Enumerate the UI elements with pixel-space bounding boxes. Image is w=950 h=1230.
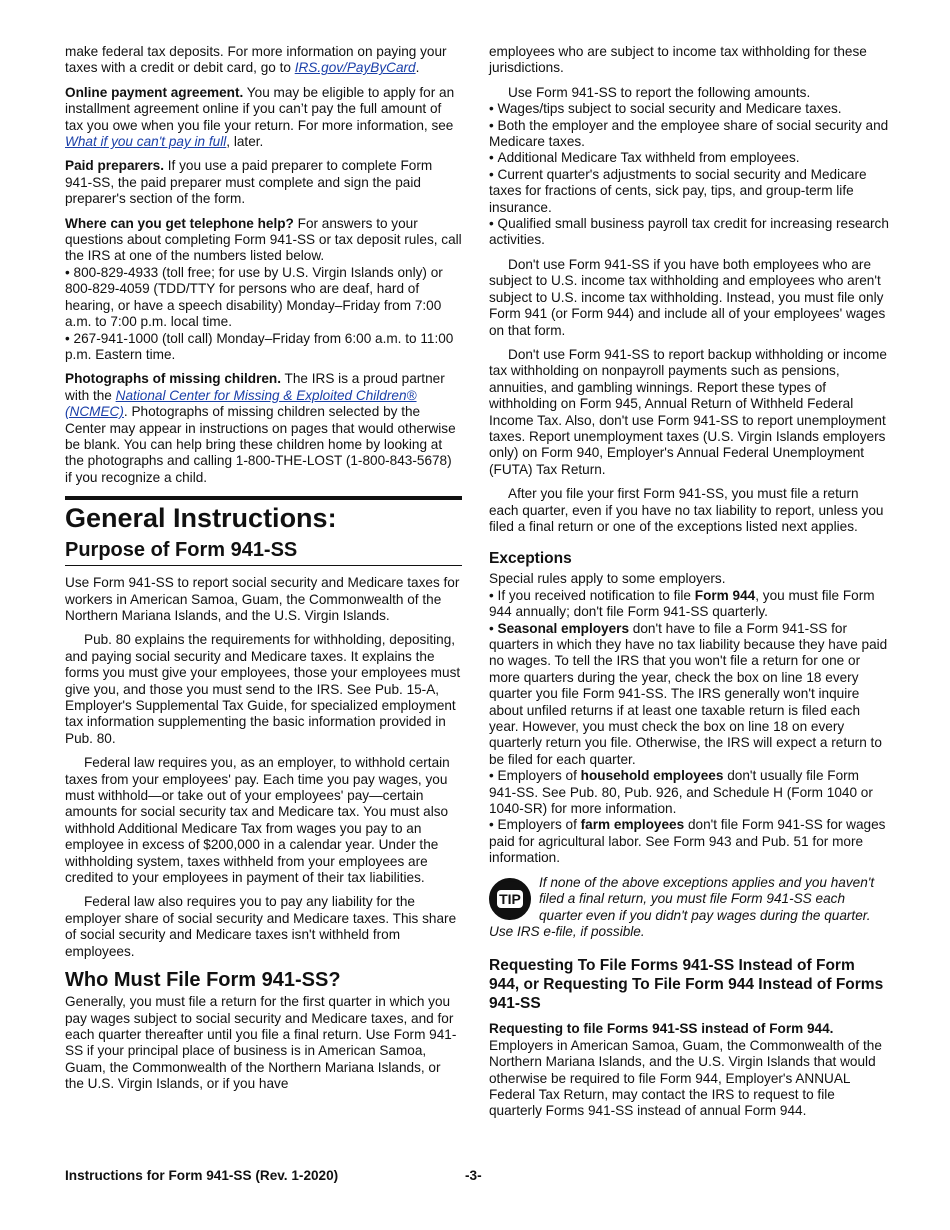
left-column: [65, 44, 462, 1101]
page-number: -3-: [465, 1168, 482, 1183]
text: don't usually file Form 941-SS. See Pub. 80, Pub. 926, and Schedule H (Form 1040 or 1040-SR) for more information.: [489, 768, 873, 817]
exception-household: [489, 768, 889, 817]
paragraph-missing-children: [65, 371, 462, 486]
after-file-paragraph: After you file your first Form 941-SS, you must file a return each quarter, even if you have no tax liability to report, unless you filed a final return or one of the exceptions listed next applies.: [489, 486, 884, 534]
list-item: • Both the employer and the employee share of social security and Medicare taxes.: [489, 118, 889, 151]
list-item: • Qualified small business payroll tax credit for increasing research activities.: [489, 216, 889, 249]
exceptions-intro: Special rules apply to some employers.: [489, 571, 726, 587]
paragraph-pay-by-card: [65, 44, 462, 77]
who-must-file-heading: Who Must File Form 941-SS?: [65, 969, 341, 992]
list-item: • Additional Medicare Tax withheld from employees.: [489, 150, 889, 166]
exception-seasonal: [489, 621, 889, 769]
bold-term: Form 944: [694, 587, 756, 603]
dont-use-paragraph-2: Don't use Form 941-SS to report backup withholding or income tax withholding on nonpayroll payments such as pensions, annuities, and gambling winnings. Report these types of withholding on Form 945, Annual Return of Withheld Federal Income Tax. Also, don't use Form 941-SS to report unemployment taxes. Report unemployment taxes (U.S. Virgin Islands employers only) on Form 940, Employer's Annual Federal Unemployment (FUTA) Tax Return.: [489, 346, 887, 477]
general-instructions-heading: General Instructions:: [65, 503, 337, 534]
run-in-heading: Requesting to file Forms 941-SS instead of Form 944.: [489, 1021, 834, 1037]
link-cant-pay-in-full[interactable]: What if you can't pay in full: [65, 134, 227, 150]
text: make federal tax deposits. For more information on paying your taxes with a credit or debit card, go to: [65, 44, 447, 76]
tip-box: [489, 875, 889, 941]
requesting-heading: Requesting To File Forms 941-SS Instead of Form 944, or Requesting To File Form 944 Instead of Forms 941-SS: [489, 957, 884, 1013]
exception-form-944: [489, 588, 889, 621]
run-in-heading: Where can you get telephone help?: [65, 215, 294, 231]
text: don't have to file a Form 941-SS for quarters in which they have no tax liability because they have paid no wages. To tell the IRS that you won't file a return for one or more quarters during the year, check the box on line 18 every quarter you file Form 941-SS. The IRS generally won't inquire about unfiled returns if at least one taxable return is filed each year. However, you must check the box on line 18 on every quarterly return you file. Otherwise, the IRS will expect a return to be filed for each quarter.: [489, 620, 888, 767]
heading-rule: [65, 496, 462, 500]
link-ncmec[interactable]: National Center for Missing & Exploited Children® (NCMEC): [65, 387, 417, 420]
tip-text: If none of the above exceptions applies and you haven't filed a final return, you must file Form 941-SS each quarter even if you didn't pay wages during the quarter. Use IRS e-file, if possible.: [489, 874, 875, 939]
list-item: • Wages/tips subject to social security and Medicare taxes.: [489, 101, 889, 117]
right-column: [489, 44, 889, 1128]
run-in-heading: Photographs of missing children.: [65, 371, 282, 387]
bold-term: household employees: [580, 768, 724, 784]
bold-term: Seasonal employers: [497, 620, 630, 636]
tip-icon: [489, 878, 531, 920]
requesting-paragraph: [489, 1021, 889, 1119]
bullet-phone-2: • 267-941-1000 (toll call) Monday–Friday from 6:00 a.m. to 11:00 p.m. Eastern time.: [65, 331, 462, 364]
purpose-heading: Purpose of Form 941-SS: [65, 538, 462, 566]
use-form-intro: Use Form 941-SS to report the following amounts.: [508, 84, 811, 100]
use-form-list: [489, 101, 889, 249]
exceptions-heading: Exceptions: [489, 550, 572, 568]
who-must-file-paragraph: Generally, you must file a return for the first quarter in which you pay wages subject to social security and Medicare taxes, and for each quarter thereafter until you file a final return. Use Form 941-SS if your principal place of business is in American Samoa, Guam, the Commonwealth of the Northern Mariana Islands, or the U.S. Virgin Islands, or if you have: [65, 994, 457, 1092]
text: . Photographs of missing children selected by the Center may appear in instructions on pages that would otherwise be blank. You can help bring these children home by looking at the photographs and calling 1-800-THE-LOST (1-800-843-5678) if you recognize a child.: [65, 404, 456, 485]
text: For answers to your questions about completing Form 941-SS or tax deposit rules, call the IRS at one of the numbers listed below.: [65, 215, 462, 264]
dont-use-paragraph-1: Don't use Form 941-SS if you have both employees who are subject to U.S. income tax withholding and employees who aren't subject to U.S. income tax withholding. Instead, you must file only Form 941 (or Form 944) and include all of your employees' wages on that form.: [489, 256, 886, 338]
text: .: [415, 60, 420, 76]
link-pay-by-card[interactable]: IRS.gov/PayByCard: [294, 60, 416, 76]
paragraph-telephone-help: [65, 216, 462, 265]
purpose-paragraph-3: Federal law requires you, as an employer, to withhold certain taxes from your employees' pay. Each time you pay wages, you must withhold—or take out of your employees' pay—certain amounts for social security tax and Medicare tax. You must also withhold Additional Medicare Tax from wages you pay to an employee in excess of $200,000 in a calendar year. Under the withholding system, taxes withheld from your employees are credited to your employees in payment of their tax liabilities.: [65, 755, 450, 886]
text: The IRS is a proud partner with the: [65, 371, 445, 403]
tip-label: TIP: [499, 890, 521, 907]
text: Employers of: [497, 768, 581, 784]
exception-farm: [489, 817, 889, 866]
text: Employers in American Samoa, Guam, the Commonwealth of the Northern Mariana Islands, and the U.S. Virgin Islands that would otherwise be required to file Form 944, Employer's ANNUAL Federal Tax Return, may contact the IRS to request to file quarterly Forms 941-SS instead of annual Form 944.: [489, 1037, 882, 1119]
text: If you use a paid preparer to complete Form 941-SS, the paid preparer must complete and sign the paid preparer's section of the form.: [65, 158, 433, 207]
footer-title: Instructions for Form 941-SS (Rev. 1-2020): [65, 1168, 339, 1183]
paragraph-online-payment: [65, 85, 462, 151]
text: If you received notification to file: [497, 587, 695, 603]
purpose-paragraph-1: Use Form 941-SS to report social security and Medicare taxes for workers in American Samoa, Guam, the Commonwealth of the Northern Mariana Islands, and the U.S. Virgin Islands.: [65, 575, 460, 623]
purpose-paragraph-2: Pub. 80 explains the requirements for withholding, depositing, and paying social security and Medicare taxes. It explains the forms you must give your employees, those your employees must give you, and those you must send to the IRS. See Pub. 15-A, Employer's Supplemental Tax Guide, for specialized employment tax information supplementing the basic information provided in Pub. 80.: [65, 632, 461, 746]
bold-term: farm employees: [580, 817, 685, 833]
list-item: • Current quarter's adjustments to social security and Medicare taxes for fractions of cents, sick pay, tips, and group-term life insurance.: [489, 167, 889, 216]
bullet-phone-1: • 800-829-4933 (toll free; for use by U.S. Virgin Islands only) or 800-829-4059 (TDD/TTY for persons who are deaf, hard of hearing, or have a speech disability) Monday–Friday from 7:00 a.m. to 7:00 p.m. local time.: [65, 265, 462, 331]
text: Employers of: [497, 817, 581, 833]
run-in-heading: Paid preparers.: [65, 158, 164, 174]
text: You may be eligible to apply for an installment agreement online if you can’t pay the full amount of tax you owe when you file your return. For more information, see: [65, 84, 455, 133]
text: , later.: [226, 134, 264, 150]
run-in-heading: Online payment agreement.: [65, 84, 244, 100]
paragraph-paid-preparers: [65, 158, 462, 207]
text: don't file Form 941-SS for wages paid for agricultural labor. See Form 943 and Pub. 51 for more information.: [489, 817, 886, 866]
paragraph-continued: employees who are subject to income tax withholding for these jurisdictions.: [489, 44, 867, 76]
purpose-paragraph-4: Federal law also requires you to pay any liability for the employer share of social security and Medicare taxes. This share of social security and Medicare taxes isn't withheld from employees.: [65, 894, 457, 959]
text: , you must file Form 944 annually; don't file Form 941-SS quarterly.: [489, 587, 875, 620]
